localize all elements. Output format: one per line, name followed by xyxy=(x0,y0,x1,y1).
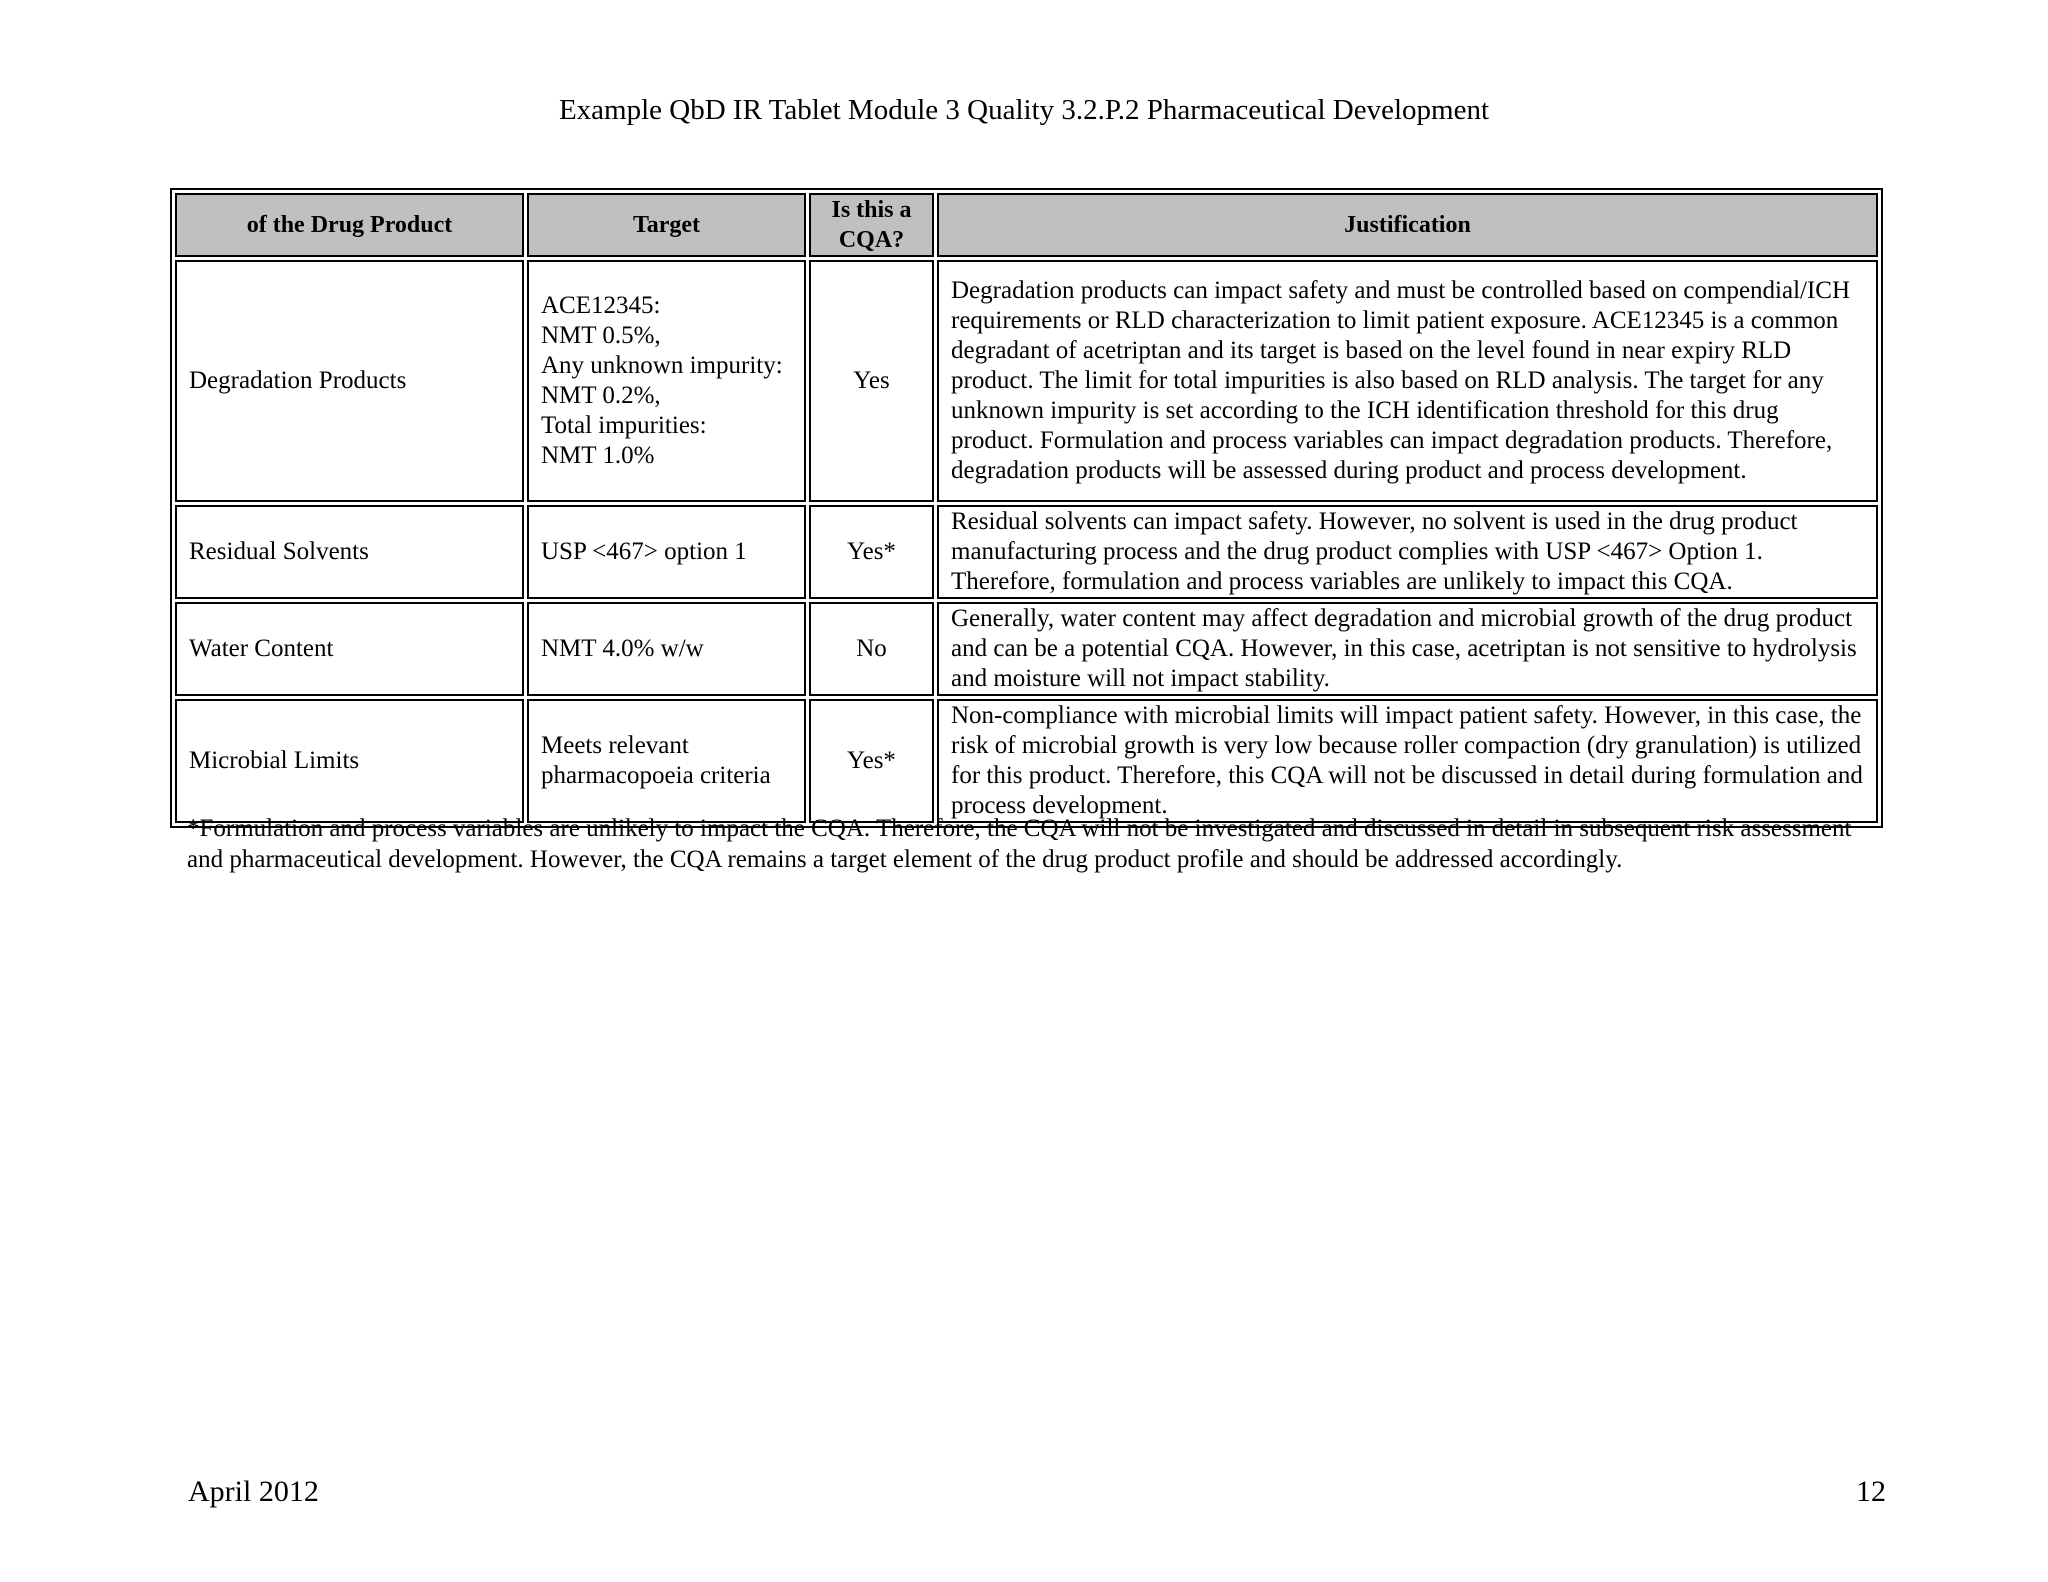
target-line: NMT 1.0% xyxy=(541,442,655,469)
cell-justification: Non-compliance with microbial limits will impact patient safety. However, in this case, the risk of microbial growth is very low because roller compaction (dry granulation) is utilized for this product. Therefore, this CQA will not be discussed in detail during formulation and process development. xyxy=(937,699,1878,823)
cell-justification: Degradation products can impact safety and must be controlled based on compendial/ICH requirements or RLD characterization to limit patient exposure. ACE12345 is a common degradant of acetriptan and its target is based on the level found in near expiry RLD product. The limit for total impurities is also based on RLD analysis. The target for any unknown impurity is set according to the ICH identification threshold for this drug product. Formulation and process variables can impact degradation products. Therefore, degradation products will be assessed during product and process development. xyxy=(937,260,1878,502)
header-is-cqa-line1: Is this a xyxy=(831,197,912,223)
target-line: NMT 4.0% w/w xyxy=(541,635,704,662)
header-justification: Justification xyxy=(937,193,1878,257)
cell-is-cqa: Yes* xyxy=(809,699,934,823)
footer-page-number: 12 xyxy=(1856,1475,1886,1508)
header-is-cqa xyxy=(809,193,934,257)
cell-attribute: Degradation Products xyxy=(175,260,524,502)
target-line: USP <467> option 1 xyxy=(541,538,747,565)
table-row xyxy=(175,699,1878,823)
table-header-row xyxy=(175,193,1878,257)
header-target: Target xyxy=(527,193,806,257)
table-footnote: *Formulation and process variables are unlikely to impact the CQA. Therefore, the CQA will not be investigated and discussed in detail in subsequent risk assessment and pharmaceutical development. However, the CQA remains a target element of the drug product profile and should be addressed accordingly. xyxy=(187,815,1852,873)
cell-attribute: Microbial Limits xyxy=(175,699,524,823)
table-row xyxy=(175,602,1878,696)
target-line: Any unknown impurity: xyxy=(541,352,783,379)
target-line: Meets relevant xyxy=(541,732,689,759)
cqa-table-container xyxy=(170,188,1882,828)
cell-target xyxy=(527,505,806,599)
cell-is-cqa: Yes* xyxy=(809,505,934,599)
cqa-table xyxy=(170,188,1883,828)
target-line: ACE12345: xyxy=(541,292,661,319)
cell-is-cqa: No xyxy=(809,602,934,696)
cell-justification: Generally, water content may affect degradation and microbial growth of the drug product and can be a potential CQA. However, in this case, acetriptan is not sensitive to hydrolysis and moisture will not impact stability. xyxy=(937,602,1878,696)
target-line: pharmacopoeia criteria xyxy=(541,762,771,789)
target-line: NMT 0.5%, xyxy=(541,322,661,349)
cell-attribute: Water Content xyxy=(175,602,524,696)
cell-target xyxy=(527,699,806,823)
cell-is-cqa: Yes xyxy=(809,260,934,502)
target-line: Total impurities: xyxy=(541,412,707,439)
cell-justification: Residual solvents can impact safety. However, no solvent is used in the drug product manufacturing process and the drug product complies with USP <467> Option 1. Therefore, formulation and process variables are unlikely to impact this CQA. xyxy=(937,505,1878,599)
page-header: Example QbD IR Tablet Module 3 Quality 3.2.P.2 Pharmaceutical Development xyxy=(558,94,1490,126)
cell-attribute: Residual Solvents xyxy=(175,505,524,599)
cell-target xyxy=(527,260,806,502)
table-row xyxy=(175,505,1878,599)
table-row xyxy=(175,260,1878,502)
header-is-cqa-line2: CQA? xyxy=(838,227,905,253)
header-attribute: of the Drug Product xyxy=(175,193,524,257)
footer-date: April 2012 xyxy=(188,1475,319,1508)
target-line: NMT 0.2%, xyxy=(541,382,661,409)
cell-target xyxy=(527,602,806,696)
